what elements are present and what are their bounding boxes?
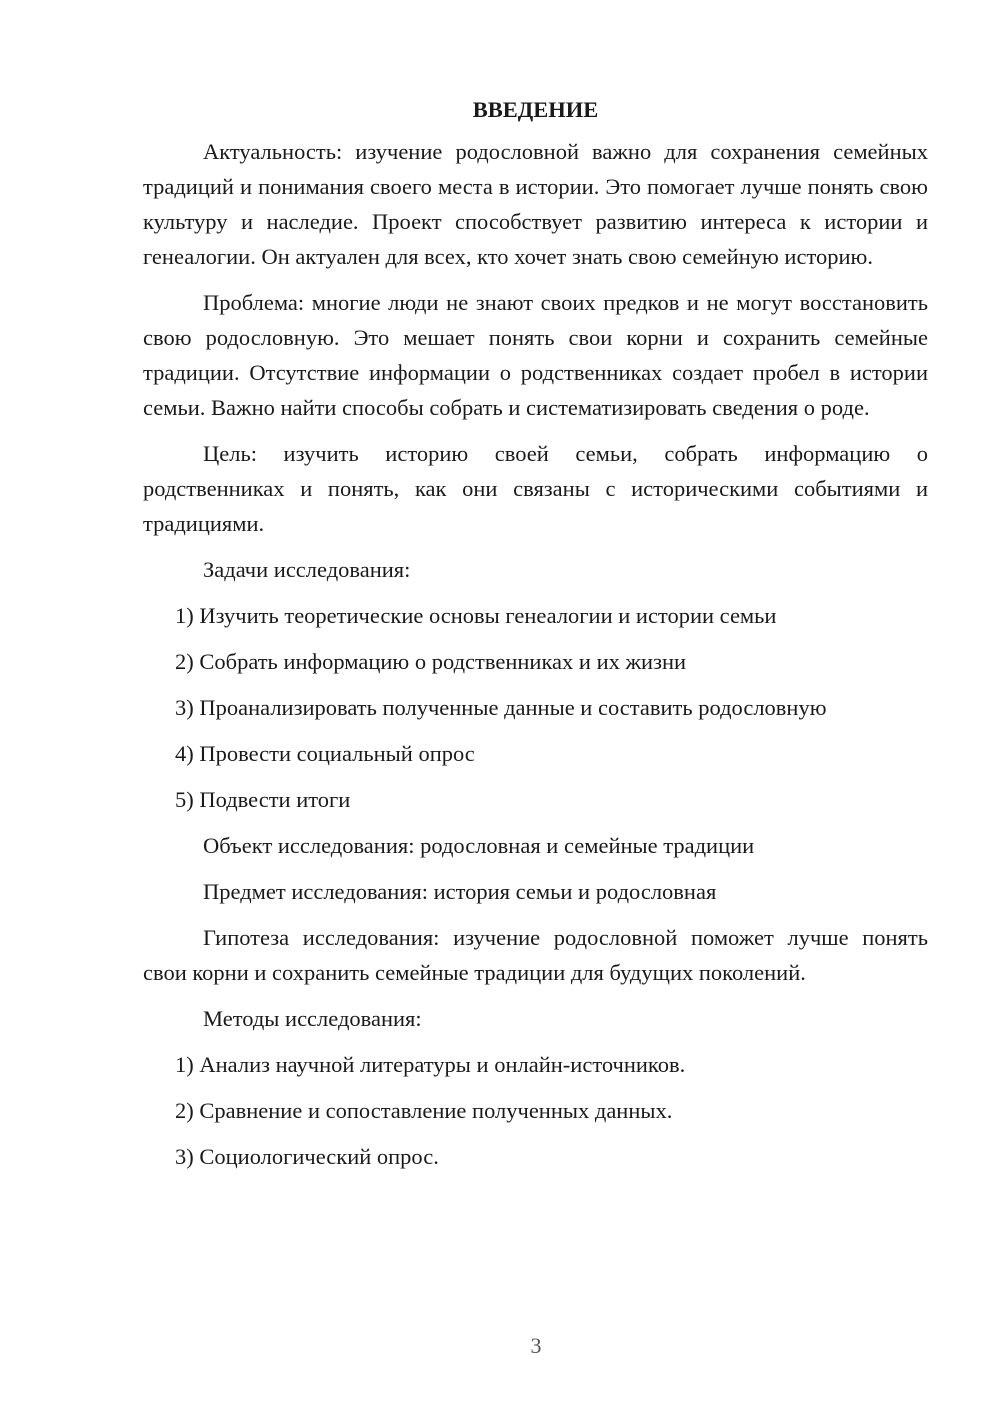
method-item: 2) Сравнение и сопоставление полученных данных. xyxy=(175,1098,673,1123)
task-item: 3) Проанализировать полученные данные и составить родословную xyxy=(175,695,827,720)
research-subject: Предмет исследования: история семьи и родословная xyxy=(203,879,717,904)
method-item: 1) Анализ научной литературы и онлайн-источников. xyxy=(175,1052,686,1077)
document-body xyxy=(143,95,928,1185)
relevance-paragraph: Актуальность: изучение родословной важно для сохранения семейных традиций и понимания своего места в истории. Это помогает лучше понять свою культуру и наследие. Проект способствует развитию интереса к истории и генеалогии. Он актуален для всех, кто хочет знать свою семейную историю. xyxy=(143,139,928,269)
task-item: 2) Собрать информацию о родственниках и их жизни xyxy=(175,649,687,674)
task-item: 1) Изучить теоретические основы генеалогии и истории семьи xyxy=(175,603,777,628)
method-item: 3) Социологический опрос. xyxy=(175,1144,439,1169)
methods-heading: Методы исследования: xyxy=(203,1006,422,1031)
task-item: 5) Подвести итоги xyxy=(175,787,351,812)
research-object: Объект исследования: родословная и семейные традиции xyxy=(203,833,755,858)
tasks-heading: Задачи исследования: xyxy=(203,557,411,582)
task-item: 4) Провести социальный опрос xyxy=(175,741,475,766)
page-title: ВВЕДЕНИЕ xyxy=(472,97,599,122)
problem-paragraph: Проблема: многие люди не знают своих предков и не могут восстановить свою родословную. Это мешает понять свои корни и сохранить семейные традиции. Отсутствие информации о родственниках создает пробел в истории семьи. Важно найти способы собрать и систематизировать сведения о роде. xyxy=(143,290,928,420)
page-number: 3 xyxy=(530,1333,542,1358)
goal-paragraph: Цель: изучить историю своей семьи, собрать информацию о родственниках и понять, как они связаны с историческими событиями и традициями. xyxy=(143,441,928,536)
hypothesis-paragraph: Гипотеза исследования: изучение родословной поможет лучше понять свои корни и сохранить семейные традиции для будущих поколений. xyxy=(143,925,928,985)
